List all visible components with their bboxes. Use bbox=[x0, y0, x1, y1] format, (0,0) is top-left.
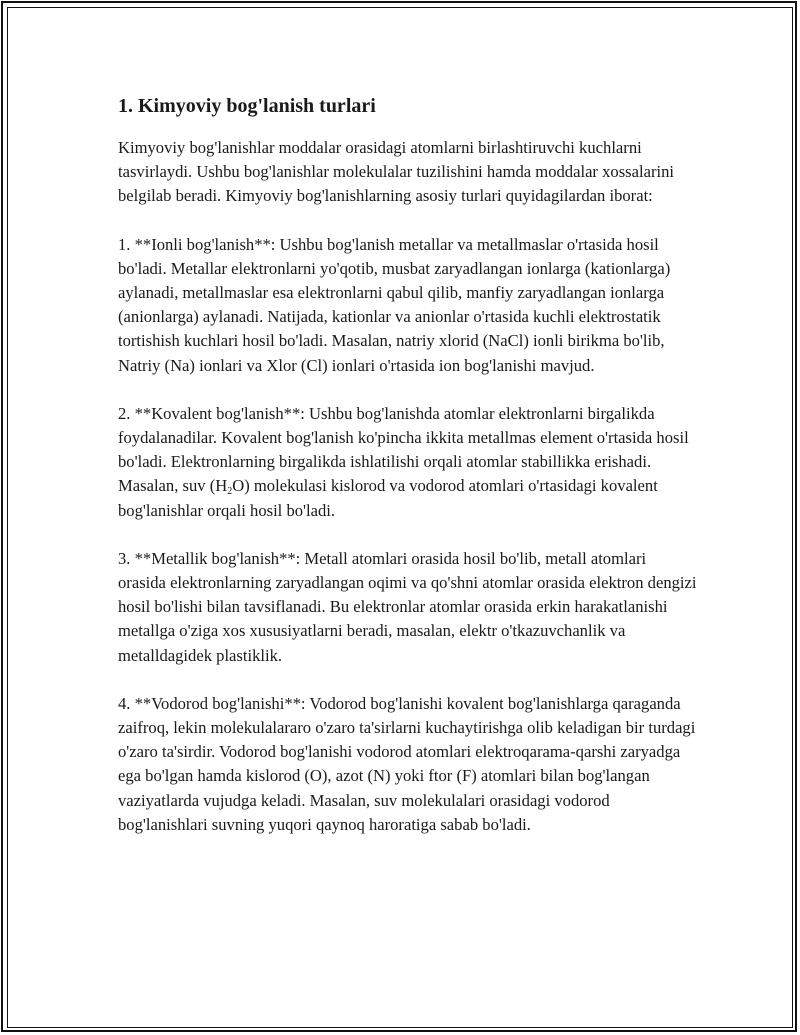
document-body bbox=[118, 91, 698, 861]
hydrogen-bond-paragraph: 4. **Vodorod bog'lanishi**: Vodorod bog'lanishi kovalent bog'lanishlarga qaraganda zaifroq, lekin molekulalararo o'zaro ta'sirlarni kuchaytirishga olib keladigan bir turdagi o'zaro ta'sirdir. Vodorod bog'lanishi vodorod atomlari elektroqarama-qarshi zaryadga ega bo'lgan hamda kislorod (O), azot (N) yoki ftor (F) atomlari bilan bog'langan vaziyatlarda vujudga keladi. Masalan, suv molekulalari orasidagi vodorod bog'lanishlari suvning yuqori qaynoq haroratiga sabab bo'ladi. bbox=[118, 693, 696, 834]
section-heading: 1. Kimyoviy bog'lanish turlari bbox=[118, 95, 376, 117]
covalent-bond-paragraph bbox=[118, 402, 698, 523]
covalent-text-before: 2. **Kovalent bog'lanish**: Ushbu bog'lanishda atomlar elektronlarni birgalikda foydalanadilar. Kovalent bog'lanish ko'pincha ikkita metallmas element o'rtasida hosil bo'ladi. Elektronlarning birgalikda ishlatilishi orqali atomlar stabillikka erishadi. Masalan, suv (H bbox=[118, 403, 689, 496]
covalent-text-after: O) molekulasi kislorod va vodorod atomlari o'rtasidagi kovalent bog'lanishlar orqali hosil bo'ladi. bbox=[118, 476, 658, 520]
metallic-bond-paragraph: 3. **Metallik bog'lanish**: Metall atomlari orasida hosil bo'lib, metall atomlari orasida elektronlarning zaryadlangan oqimi va qo'shni atomlar orasida elektron dengizi hosil bo'lishi bilan tavsiflanadi. Bu elektronlar atomlar orasida erkin harakatlanishi metallga o'ziga xos xususiyatlarni beradi, masalan, elektr o'tkazuvchanlik va metalldagidek plastiklik. bbox=[118, 548, 697, 665]
intro-paragraph: Kimyoviy bog'lanishlar moddalar orasidagi atomlarni birlashtiruvchi kuchlarni tasvirlaydi. Ushbu bog'lanishlar molekulalar tuzilishini hamda moddalar xossalarini belgilab beradi. Kimyoviy bog'lanishlarning asosiy turlari quyidagilardan iborat: bbox=[118, 138, 674, 206]
water-subscript: 2 bbox=[227, 486, 233, 498]
ionic-bond-paragraph: 1. **Ionli bog'lanish**: Ushbu bog'lanish metallar va metallmaslar o'rtasida hosil bo'ladi. Metallar elektronlarni yo'qotib, musbat zaryadlangan ionlarga (kationlarga) aylanadi, metallmaslar esa elektronlarni qabul qilib, manfiy zaryadlangan ionlarga (anionlarga) aylanadi. Natijada, kationlar va anionlar o'rtasida kuchli elektrostatik tortishish kuchlari hosil bo'ladi. Masalan, natriy xlorid (NaCl) ionli birikma bo'lib, Natriy (Na) ionlari va Xlor (Cl) ionlari o'rtasida ion bog'lanishi mavjud. bbox=[118, 234, 671, 375]
